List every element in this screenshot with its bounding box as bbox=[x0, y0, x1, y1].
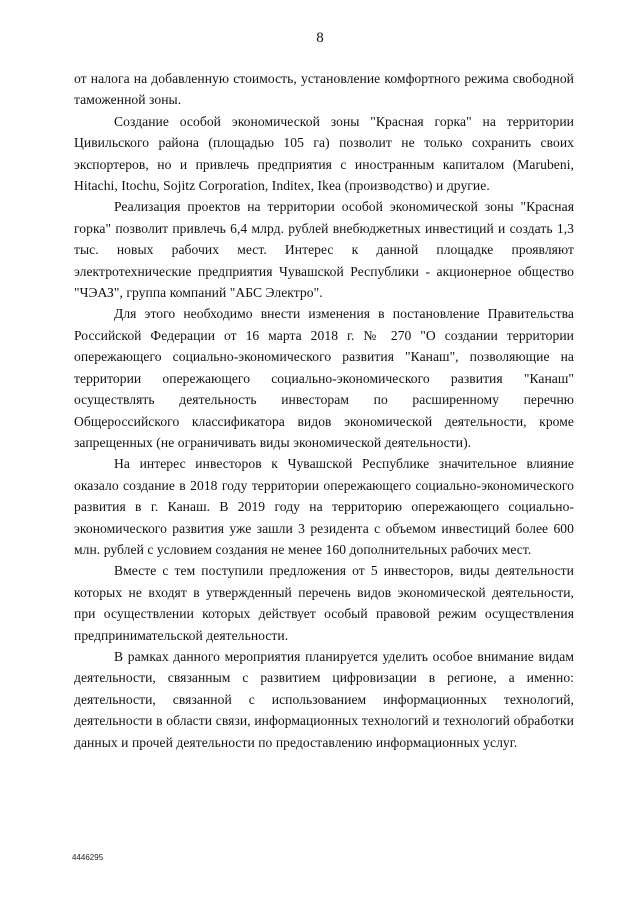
paragraph-continuation: от налога на добавленную стоимость, установление комфортного режима свободной таможенной зоны. bbox=[74, 71, 574, 108]
page-number: 8 bbox=[316, 30, 324, 46]
paragraph-investor-proposals: Вместе с тем поступили предложения от 5 инвесторов, виды деятельности которых не входят в утвержденный перечень видов экономической деятельности, при осуществлении которых действует особый правовой режим осуществления предпринимательской деятельности. bbox=[74, 563, 574, 643]
document-code: 4446295 bbox=[72, 853, 104, 862]
paragraph-krasnaya-gorka: Создание особой экономической зоны "Красная горка" на территории Цивильского района (площадью 105 га) позволит не только сохранить своих экспортеров, но и привлечь предприятия с иностранным капиталом (Marubeni, Hitachi, Itochu, Sojitz Corporation, Inditex, Ikea (производство) и другие. bbox=[74, 113, 574, 194]
paragraph-resolution-changes: Для этого необходимо внести изменения в постановление Правительства Российской Федерации от 16 марта 2018 г. № 270 "О создании территории опережающего социально-экономического развития "Канаш", позволяющие на территории опережающего социально-экономического развития "Канаш" осуществлять деятельность инвесторам по расширенному перечню Общероссийского классификатора видов экономической деятельности, кроме запрещенных (не ограничивать виды экономической деятельности). bbox=[74, 306, 574, 450]
paragraph-kanash-residents: На интерес инвесторов к Чувашской Республике значительное влияние оказало создание в 2018 году территории опережающего социально-экономического развития в г. Канаш. В 2019 году на территорию опережающего социально-экономического развития уже зашли 3 резидента с объемом инвестиций более 600 млн. рублей с условием создания не менее 160 дополнительных рабочих мест. bbox=[74, 456, 574, 557]
paragraph-digitalization: В рамках данного мероприятия планируется уделить особое внимание видам деятельности, связанным с развитием цифровизации в регионе, а именно: деятельности, связанной с использованием информационных технологий, деятельности в области связи, информационных технологий и технологий обработки данных и прочей деятельности по предоставлению информационных услуг. bbox=[74, 648, 574, 750]
paragraph-investments: Реализация проектов на территории особой экономической зоны "Красная горка" позволит привлечь 6,4 млрд. рублей внебюджетных инвестиций и создать 1,3 тыс. новых рабочих мест. Интерес к данной площадке проявляют электротехнические предприятия Чувашской Республики - акционерное общество "ЧЭАЗ", группа компаний "АБС Электро". bbox=[74, 199, 574, 301]
document-body bbox=[74, 68, 574, 753]
